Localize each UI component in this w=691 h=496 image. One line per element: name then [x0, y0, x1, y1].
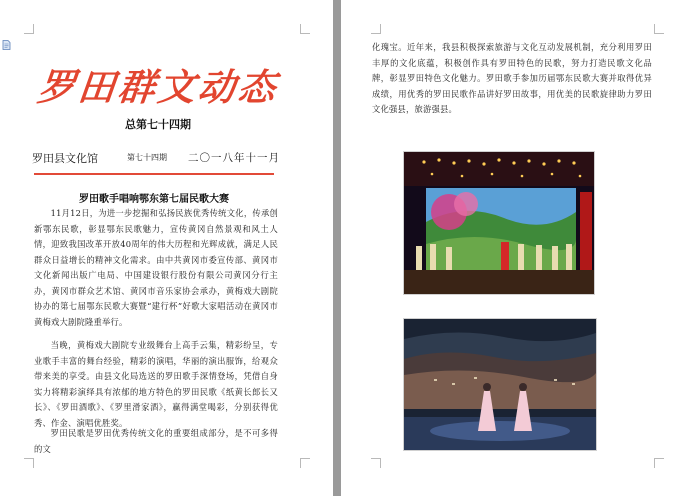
margin-corner-bottom-right: [300, 458, 310, 468]
margin-corner-top-left: [24, 24, 34, 34]
article-paragraph: 当晚，黄梅戏大剧院专业级舞台上高手云集，精彩纷呈，专业歌手丰富的舞台经验，精彩的演唱，华丽的演出服饰，给观众带来美的享受。由县文化局选送的罗田歌手深情登场，凭借自身实力将精彩演绎具有浓郁的地方特色的罗田民歌《纸黄长郎长又长》、《罗田酒歌》、《罗里滑家酒》，赢得满堂喝彩，分别获得优秀、作金、演唱优胜奖。: [34, 340, 278, 428]
margin-corner-bottom-right: [654, 458, 664, 468]
margin-corner-bottom-left: [371, 458, 381, 468]
article-paragraph-continued: 化瑰宝。近年来，我县积极探索旅游与文化互动发展机制，充分利用罗田丰厚的文化底蕴，积极创作具有罗田特色的民歌，努力打造民歌文化品牌，彰显罗田特色文化魅力。罗田歌手参加历届鄂东民歌大赛并取得优异成绩，用优秀的罗田民歌作品讲好罗田故事，用优美的民歌旋律助力罗田文化强县，旅游强县。: [372, 42, 652, 114]
margin-corner-top-right: [654, 24, 664, 34]
publisher-name: 罗田县文化馆: [32, 152, 98, 165]
document-page-left: [0, 0, 333, 496]
header-divider: [34, 173, 274, 175]
issue-number: 第七十四期: [127, 153, 167, 162]
duet-singers-photo: [403, 318, 597, 451]
issue-date: 二〇一八年十一月: [188, 152, 280, 164]
margin-corner-top-right: [300, 24, 310, 34]
newsletter-masthead: 罗田群文动态: [35, 65, 281, 109]
article-title: 罗田歌手唱响鄂东第七届民歌大赛: [79, 194, 229, 205]
issue-total-number: 总第七十四期: [125, 118, 191, 131]
margin-corner-top-left: [371, 24, 381, 34]
margin-corner-bottom-left: [24, 458, 34, 468]
article-paragraph: 11月12日，为进一步挖掘和弘扬民族优秀传统文化，传承创新鄂东民歌，彰显鄂东民歌魅力，宣传黄冈自然景观和风土人情，迎致我国改革开放40周年的伟大历程和光辉成就，满足人民群众日益增长的精神文化需求。由中共黄冈市委宣传部、黄冈市文化新闻出版广电局、中国建设银行股份有限公司黄冈分行主办，黄冈市群众艺术馆、黄冈市音乐家协会承办，黄梅戏大剧院协办的第七届鄂东民歌大赛暨“建行杯”好歌大家唱活动在黄冈市黄梅戏大剧院隆重举行。: [34, 208, 278, 327]
article-paragraph: 罗田民歌是罗田优秀传统文化的重要组成部分，是不可多得的文: [34, 428, 278, 454]
stage-performance-photo: [403, 151, 595, 295]
document-options-icon[interactable]: [2, 40, 11, 50]
